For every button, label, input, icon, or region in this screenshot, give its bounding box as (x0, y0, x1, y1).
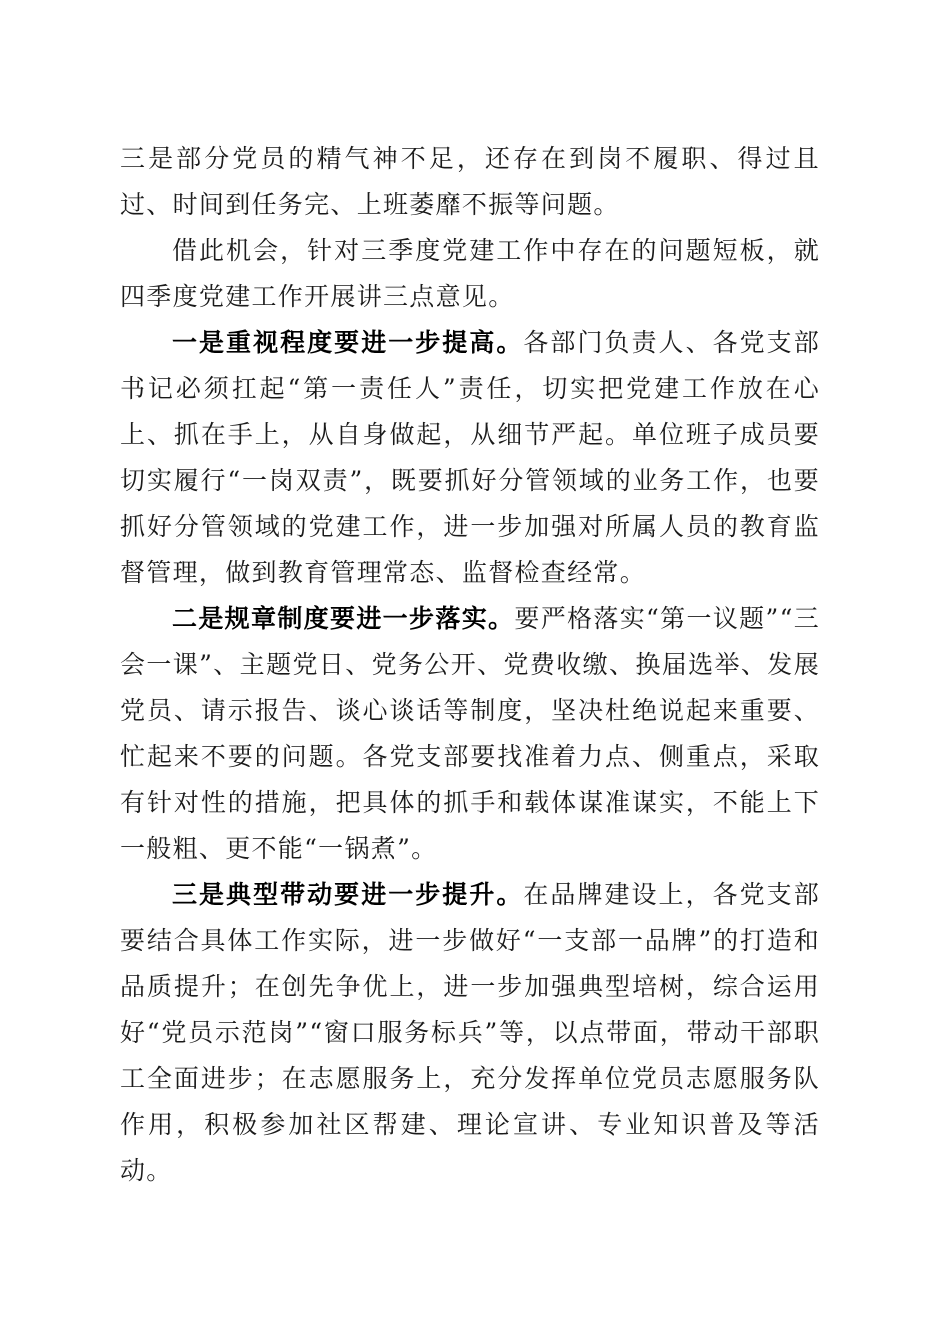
paragraph-text: 各部门负责人、各党支部书记必须扛起“第一责任人”责任，切实把党建工作放在心上、抓在手上，从自身做起，从细节严起。单位班子成员要切实履行“一岗双责”，既要抓好分管领域的业务工作，也要抓好分管领域的党建工作，进一步加强对所属人员的教育监督管理，做到教育管理常态、监督检查经常。 (120, 328, 820, 587)
paragraph-intro-opinions (120, 228, 820, 320)
document-body (120, 136, 820, 1194)
paragraph-lead-heading: 二是规章制度要进一步落实。 (172, 604, 515, 633)
paragraph-opinion-two (120, 596, 820, 872)
paragraph-opinion-three (120, 872, 820, 1194)
paragraph-text: 借此机会，针对三季度党建工作中存在的问题短板，就四季度党建工作开展讲三点意见。 (120, 236, 820, 311)
paragraph-opinion-one (120, 320, 820, 596)
paragraph-lead-heading: 一是重视程度要进一步提高。 (172, 328, 524, 357)
paragraph-text: 三是部分党员的精气神不足，还存在到岗不履职、得过且过、时间到任务完、上班萎靡不振等问题。 (120, 144, 820, 219)
paragraph-lead-heading: 三是典型带动要进一步提升。 (172, 880, 524, 909)
paragraph-problem-three (120, 136, 820, 228)
paragraph-text: 在品牌建设上，各党支部要结合具体工作实际，进一步做好“一支部一品牌”的打造和品质提升；在创先争优上，进一步加强典型培树，综合运用好“党员示范岗”“窗口服务标兵”等，以点带面，带动干部职工全面进步；在志愿服务上，充分发挥单位党员志愿服务队作用，积极参加社区帮建、理论宣讲、专业知识普及等活动。 (120, 880, 820, 1185)
paragraph-text: 要严格落实“第一议题”“三会一课”、主题党日、党务公开、党费收缴、换届选举、发展党员、请示报告、谈心谈话等制度，坚决杜绝说起来重要、忙起来不要的问题。各党支部要找准着力点、侧重点，采取有针对性的措施，把具体的抓手和载体谋准谋实，不能上下一般粗、更不能“一锅煮”。 (120, 604, 820, 863)
